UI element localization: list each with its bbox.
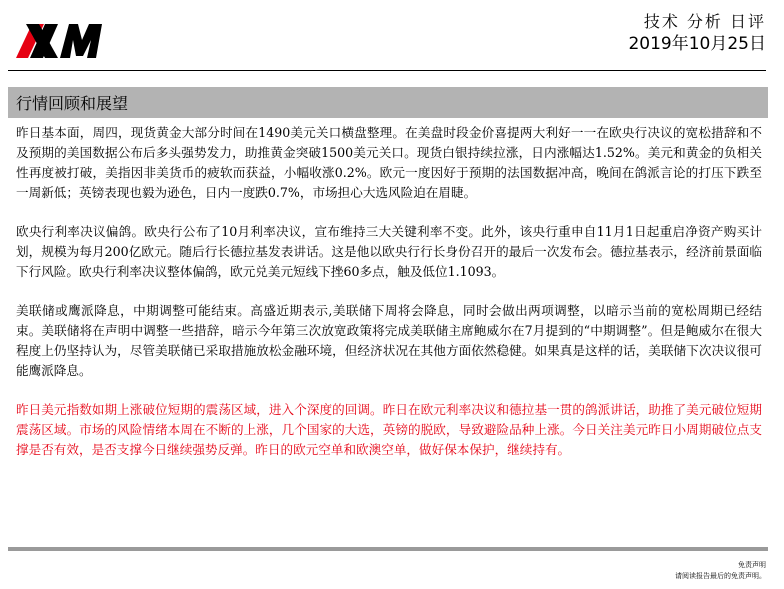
report-header [628,12,766,56]
section-header [8,87,768,118]
disclaimer-note: 请阅读报告最后的免责声明。 [675,572,766,580]
paragraph-trading-view: 昨日美元指数如期上涨破位短期的震荡区域，进入个深度的回调。昨日在欧元利率决议和德拉基一贯的鸽派讲话，助推了美元破位短期震荡区域。市场的风险情绪本周在不断的上涨，几个国家的大选，英镑的脱欧，导致避险品种上涨。今日关注美元昨日小周期破位点支撑是否有效，是否支撑今日继续强势反弹。昨日的欧元空单和欧澳空单，做好保本保护，继续持有。 [16,402,762,457]
report-date: 2019年10月25日 [628,34,766,54]
disclaimer-title: 免责声明 [738,561,766,569]
footer [675,560,766,582]
header-divider [8,70,766,71]
xm-logo [14,20,106,62]
paragraph-fed-outlook: 美联储或鹰派降息，中期调整可能结束。高盛近期表示,美联储下周将会降息，同时会做出两项调整，以暗示当前的宽松周期已经结束。美联储将在声明中调整一些措辞，暗示今年第三次放宽政策将完成美联储主席鲍威尔在7月提到的“中期调整”。但是鲍威尔在很大程度上仍坚持认为，尽管美联储已采取措施放松金融环境，但经济状况在其他方面依然稳健。如果真是这样的话，美联储下次决议很可能鹰派降息。 [16,303,762,378]
section-title: 行情回顾和展望 [16,94,129,113]
report-body [16,123,762,479]
paragraph-ecb-decision: 欧央行利率决议偏鸽。欧央行公布了10月利率决议，宣布维持三大关键利率不变。此外，该央行重申自11月1日起重启净资产购买计划，规模为每月200亿欧元。随后行长德拉基发表讲话。这是他以欧央行行长身份召开的最后一次发布会。德拉基表示，经济前景面临下行风险。欧央行利率决议整体偏鸽，欧元兑美元短线下挫60多点，触及低位1.1093。 [16,224,762,279]
footer-divider [8,547,768,551]
paragraph-fundamentals: 昨日基本面，周四，现货黄金大部分时间在1490美元关口横盘整理。在美盘时段金价喜提两大利好一一在欧央行决议的宽松措辞和不及预期的美国数据公布后多头强势发力，助推黄金突破1500美元关口。现货白银持续拉涨，日内涨幅达1.52%。美元和黄金的负相关性再度被打破，美指因非美货币的疲软而获益，小幅收涨0.2%。欧元一度因好于预期的法国数据冲高，晚间在鸽派言论的打压下跌至一周新低；英镑表现也毅为逊色，日内一度跌0.7%，市场担心大选风险迫在眉睫。 [16,125,762,200]
doc-type-label: 技术 分析 日评 [643,12,766,31]
logo-m [60,24,102,58]
